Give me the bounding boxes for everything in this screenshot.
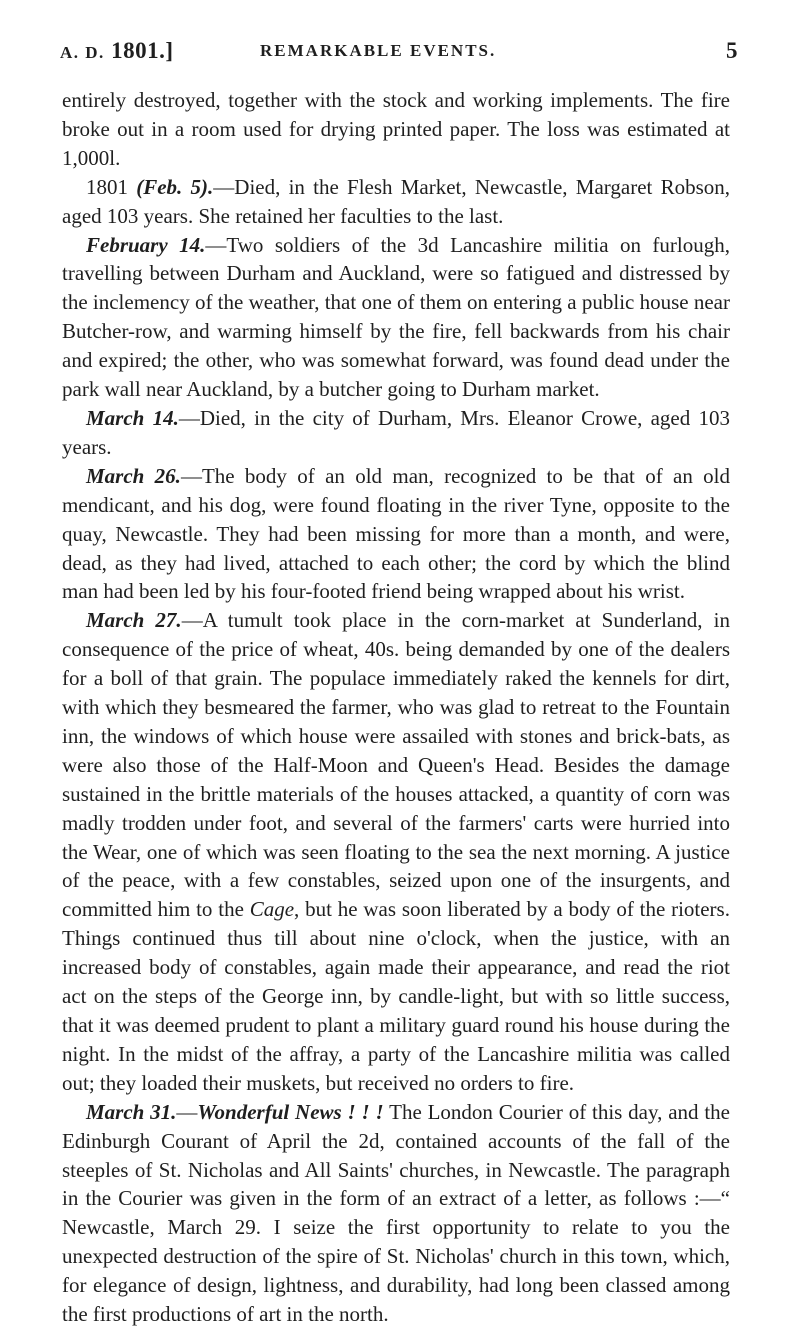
entry-text: —Died, in the Flesh Market, Newcastle, Margaret Robson, aged 103 years. She retained her faculties to the last.: [62, 174, 731, 228]
entry-text: , but he was soon liberated by a body of the rioters. Things continued thus till about nine o'clock, when the justice, with an increased body of constables, again made their appearance, and read the riot act on the steps of the George inn, by candle-light, but with so little success, that it was deemed prudent to plant a military guard round his house during the night. In the midst of the affray, a party of the Lancashire militia was called out; they loaded their muskets, but received no orders to fire.: [62, 897, 730, 1095]
entry-date: March 27.: [86, 608, 182, 633]
entry-march-26: [62, 462, 730, 607]
entry-date: February 14.: [86, 232, 206, 257]
entry-date: March 31.: [86, 1099, 177, 1124]
entry-date: March 26.: [86, 463, 181, 488]
entry-feb-5: [62, 173, 730, 231]
entry-march-14: [62, 404, 730, 462]
entry-text: —A tumult took place in the corn-market at Sunderland, in consequence of the price of wheat, 40s. being demanded by one of the dealers for a boll of that grain. The populace immediately raked the kennels for dirt, with which they besmeared the farmer, who was glad to retreat to the Fountain inn, the windows of which house were assailed with stones and brick-bats, as were also those of the Half-Moon and Queen's Head. Besides the damage sustained in the brittle materials of the houses attacked, a quantity of corn was madly trodden under foot, and several of the farmers' carts were hurried into the Wear, one of which was seen floating to the sea the next morning. A justice of the peace, with a few constables, seized upon one of the insurgents, and committed him to the: [62, 608, 730, 922]
entry-february-14: [62, 231, 730, 404]
header-year: [60, 38, 173, 64]
entry-emphasis: Cage: [249, 897, 295, 922]
entry-dash: —: [176, 1099, 198, 1124]
running-head: [60, 38, 738, 78]
entry-text: The London Courier of this day, and the Edinburgh Courant of April the 2d, contained accounts of the fall of the steeples of St. Nicholas and All Saints' churches, in Newcastle. The paragraph in the Courier was given in the form of an extract of a letter, as follows :—“ Newcastle, March 29. I seize the first opportunity to relate to you the unexpected destruction of the spire of St. Nicholas' church in this town, which, for elegance of design, lightness, and durability, had long been classed among the first productions of art in the north.: [62, 1099, 730, 1327]
entry-march-27: [62, 606, 730, 1097]
header-title: REMARKABLE EVENTS.: [260, 41, 497, 60]
entry-march-31: [62, 1098, 730, 1329]
header-year-text: 1801.]: [111, 38, 174, 63]
entry-text: —Two soldiers of the 3d Lancashire militia on furlough, travelling between Durham and Auckland, were so fatigued and distressed by the inclemency of the weather, that one of them on entering a public house near Butcher-row, and warming himself by the fire, fell backwards from his chair and expired; the other, who was somewhat forward, was found dead under the park wall near Auckland, by a butcher going to Durham market.: [62, 232, 730, 402]
page-number: 5: [726, 38, 738, 63]
body-text: [62, 86, 730, 1329]
entry-text: —The body of an old man, recognized to be that of an old mendicant, and his dog, were found floating in the river Tyne, opposite to the quay, Newcastle. They had been missing for more than a month, and were, dead, as they had lived, attached to each other; the cord by which the blind man had been led by his four-footed friend being wrapped about his wrist.: [62, 463, 730, 604]
entry-emphasis: Wonderful News ! ! !: [197, 1099, 384, 1124]
entry-date: March 14.: [86, 405, 179, 430]
entry-date: (Feb. 5).: [136, 174, 214, 199]
header-ad: A. D.: [60, 43, 105, 62]
entry-text: —Died, in the city of Durham, Mrs. Eleanor Crowe, aged 103 years.: [62, 405, 730, 459]
entry-year: 1801: [86, 174, 128, 199]
paragraph-continued: entirely destroyed, together with the stock and working implements. The fire broke out in a room used for drying printed paper. The loss was estimated at 1,000l.: [62, 88, 730, 170]
